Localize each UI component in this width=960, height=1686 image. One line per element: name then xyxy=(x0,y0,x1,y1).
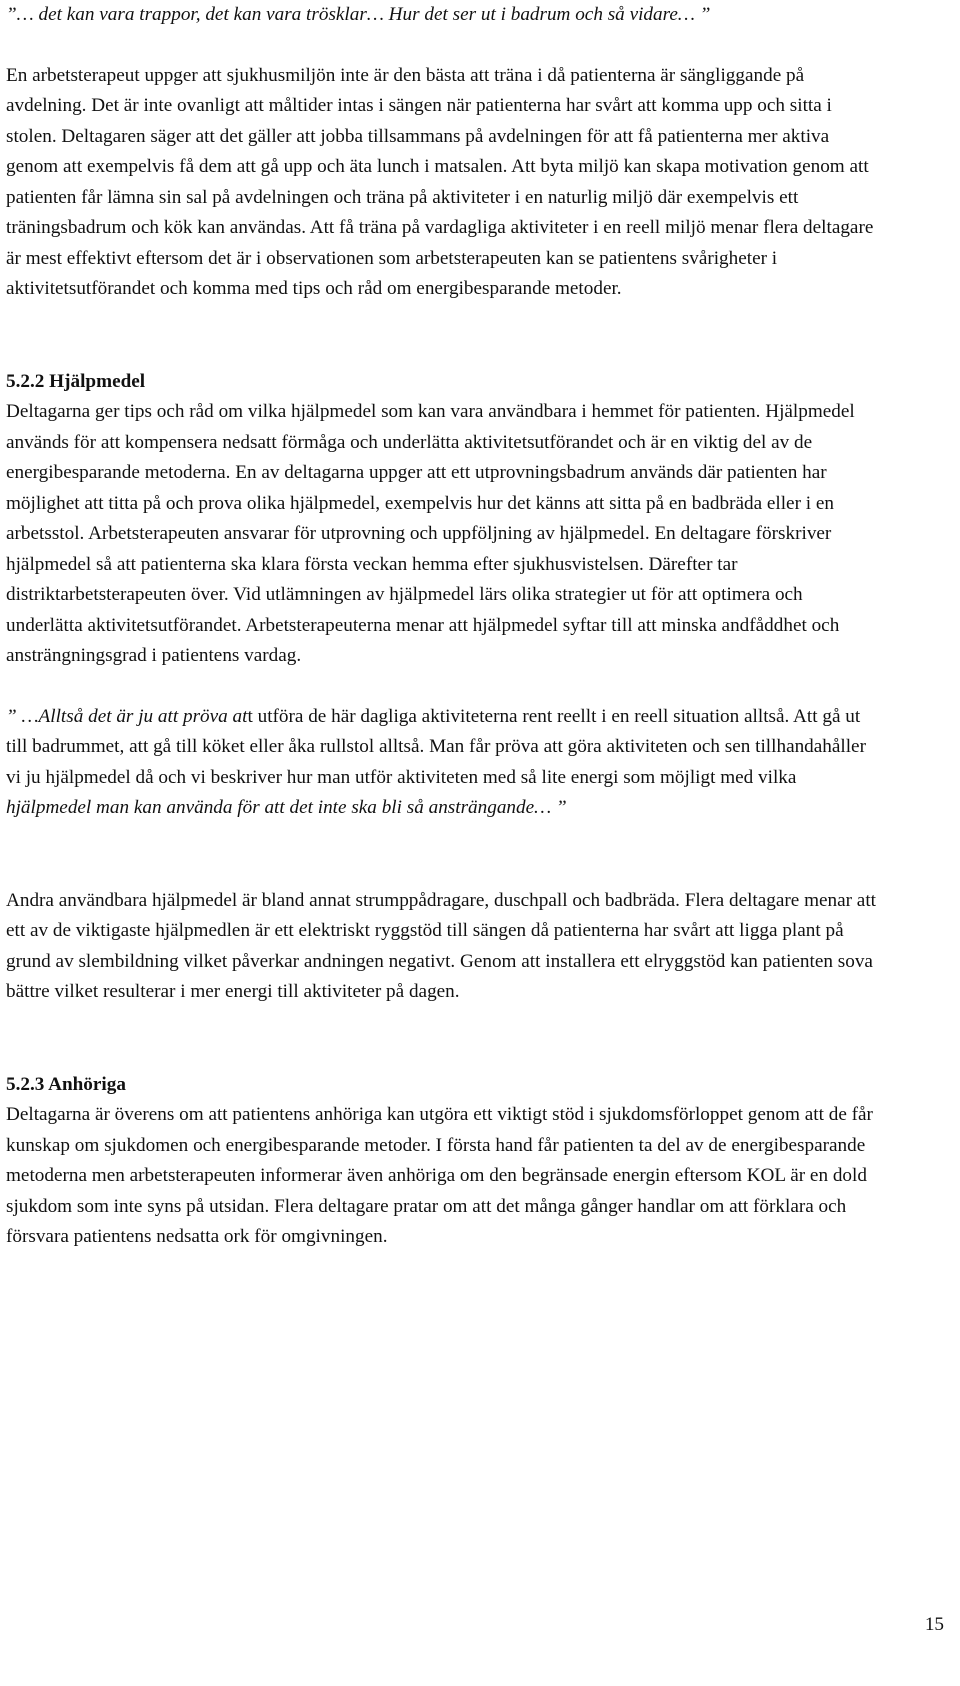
interview-quote-1: ”… det kan vara trappor, det kan vara trösklar… Hur det ser ut i badrum och så vidare… ” xyxy=(6,4,711,25)
body-paragraph-4: Deltagarna är överens om att patientens anhöriga kan utgöra ett viktigt stöd i sjukdomsförloppet genom att de får kunskap om sjukdomen och energibesparande metoder. I första hand får patienten ta del av de energibesparande metoderna men arbetsterapeuten informerar även anhöriga om den begränsade energin eftersom KOL är en dold sjukdom som inte syns på utsidan. Flera deltagare pratar om att det många gånger handlar om att förklara och försvara patientens nedsatta ork för omgivningen. xyxy=(6,1104,873,1247)
document-page xyxy=(6,0,884,1253)
body-paragraph-3: Andra användbara hjälpmedel är bland annat strumppådragare, duschpall och badbräda. Flera deltagare menar att ett av de viktigaste hjälpmedlen är ett elektriskt ryggstöd till sängen då patienterna har svårt att ligga plant på grund av slembildning vilket påverkar andningen negativt. Genom att installera ett elryggstöd kan patienten sova bättre vilket resulterar i mer energi till aktiviteter på dagen. xyxy=(6,889,876,1002)
interview-quote-2 xyxy=(6,702,884,824)
body-paragraph-2: Deltagarna ger tips och råd om vilka hjälpmedel som kan vara användbara i hemmet för patienten. Hjälpmedel används för att kompensera nedsatt förmåga och underlätta aktivitetsutförandet och är en viktig del av de energibesparande metoderna. En av deltagarna uppger att ett utprovningsbadrum används där patienten har möjlighet att titta på och prova olika hjälpmedel, exempelvis hur det känns att sitta på en badbräda eller i en arbetsstol. Arbetsterapeuten ansvarar för utprovning och uppföljning av hjälpmedel. En deltagare förskriver hjälpmedel så att patienterna ska klara första veckan hemma efter sjukhusvistelsen. Därefter tar distriktarbetsterapeuten över. Vid utlämningen av hjälpmedel lärs olika strategier ut för att optimera och underlätta aktivitetsutförandet. Arbetsterapeuterna menar att hjälpmedel syftar till att minska andfåddhet och ansträngningsgrad i patientens vardag. xyxy=(6,401,855,666)
section-heading-anhoriga: 5.2.3 Anhöriga xyxy=(6,1073,126,1095)
quote-2-regular: t utföra de här dagliga aktiviteterna rent reellt i en reell situation alltså. Att gå ut till badrummet, att gå till köket eller åka rullstol alltså. Man får pröva att göra aktiviteten och sen tillhandahåller vi ju hjälpmedel då och vi beskriver hur man utför aktiviteten med så lite energi som möjligt med vilka xyxy=(6,705,866,788)
page-number: 15 xyxy=(924,1614,944,1635)
quote-2-italic-end: hjälpmedel man kan använda för att det inte ska bli så ansträngande… ” xyxy=(6,797,567,818)
body-paragraph-1: En arbetsterapeut uppger att sjukhusmiljön inte är den bästa att träna i då patienterna är sängliggande på avdelning. Det är inte ovanligt att måltider intas i sängen när patienterna har svårt att komma upp och sitta i stolen. Deltagaren säger att det gäller att jobba tillsammans på avdelningen för att få patienterna mer aktiva genom att exempelvis få dem att gå upp och äta lunch i matsalen. Att byta miljö kan skapa motivation genom att patienten får lämna sin sal på avdelningen och träna på aktiviteter i en naturlig miljö där exempelvis ett träningsbadrum och kök kan användas. Att få träna på vardagliga aktiviteter i en reell miljö menar flera deltagare är mest effektivt eftersom det är i observationen som arbetsterapeuten kan se patientens svårigheter i aktivitetsutförandet och komma med tips och råd om energibesparande metoder. xyxy=(6,64,874,299)
quote-2-italic-start: ” …Alltså det är ju att pröva at xyxy=(6,705,248,727)
section-heading-hjalpmedel: 5.2.2 Hjälpmedel xyxy=(6,370,146,392)
